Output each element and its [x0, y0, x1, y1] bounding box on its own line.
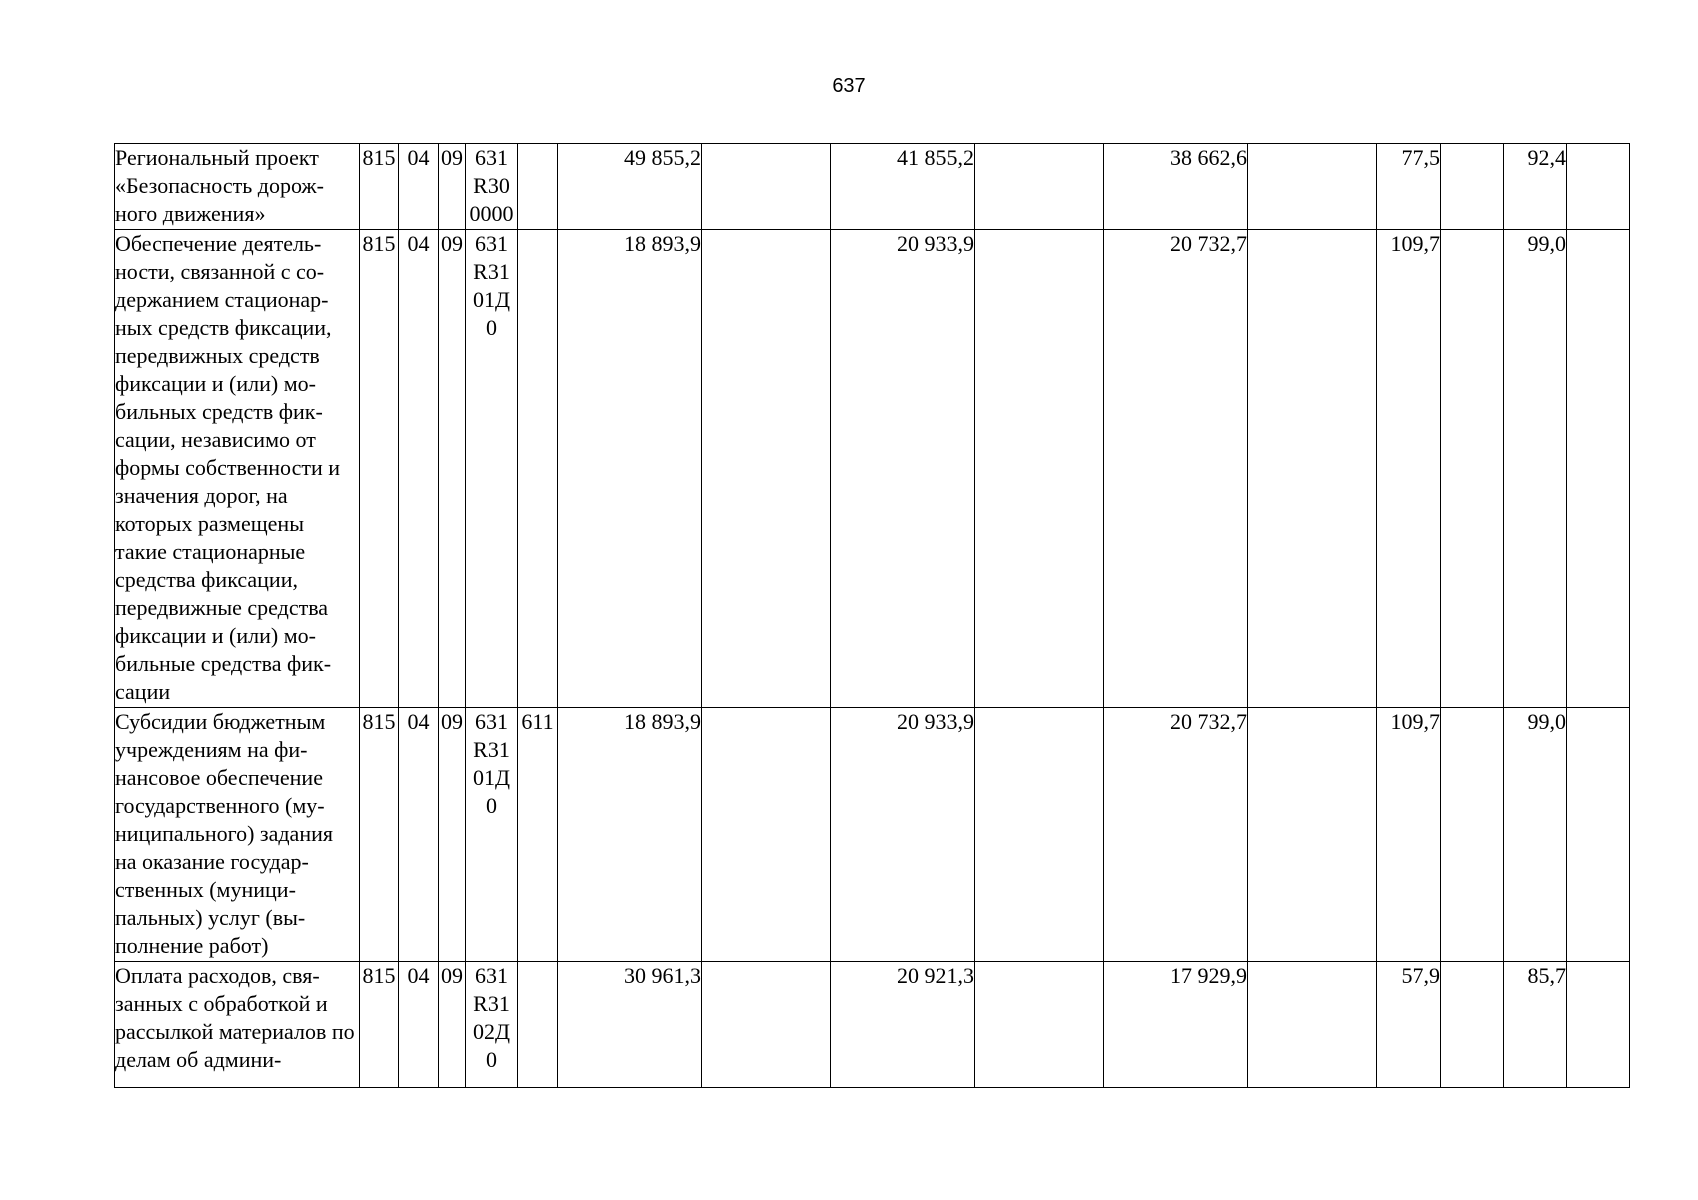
pr-code: 09 — [439, 144, 466, 230]
percent-1: 109,7 — [1377, 230, 1441, 708]
amount-3: 20 732,7 — [1104, 230, 1248, 708]
empty-cell — [702, 230, 831, 708]
row-name: Субсидии бюджетным учреждениям на фи-нансовое обеспечение государственного (му-ниципального) задания на оказание государ-ственных (муници-пальных) услуг (вы-полнение работ) — [115, 708, 360, 962]
empty-cell — [1441, 144, 1504, 230]
csr-code-part: 01Д — [472, 765, 510, 790]
rz-code: 04 — [399, 230, 439, 708]
table-row — [115, 708, 1630, 962]
vr-code — [518, 230, 558, 708]
empty-cell — [975, 708, 1104, 962]
empty-cell — [1567, 144, 1630, 230]
amount-1: 18 893,9 — [558, 708, 702, 962]
table-row — [115, 230, 1630, 708]
empty-cell — [975, 962, 1104, 1088]
csr-code-part: 631 — [475, 231, 508, 256]
percent-2: 92,4 — [1504, 144, 1567, 230]
csr-code-part: R30 — [473, 173, 510, 198]
row-name: Региональный проект «Безопасность дорож-ного движения» — [115, 144, 360, 230]
amount-2: 20 921,3 — [831, 962, 975, 1088]
amount-3: 20 732,7 — [1104, 708, 1248, 962]
amount-1: 49 855,2 — [558, 144, 702, 230]
csr-code-part: R31 — [473, 991, 510, 1016]
glava-code: 815 — [360, 708, 399, 962]
csr-code-part: 0 — [486, 793, 497, 818]
row-name: Оплата расходов, свя-занных с обработкой и рассылкой материалов по делам об админи- — [115, 962, 360, 1088]
csr-code-part: 0 — [486, 1047, 497, 1072]
csr-code-part: 631 — [475, 963, 508, 988]
pr-code: 09 — [439, 708, 466, 962]
page-number: 637 — [832, 75, 866, 97]
amount-1: 30 961,3 — [558, 962, 702, 1088]
csr-code-part: 0 — [486, 315, 497, 340]
budget-table — [114, 143, 1630, 1088]
pr-code: 09 — [439, 962, 466, 1088]
glava-code: 815 — [360, 230, 399, 708]
empty-cell — [1441, 962, 1504, 1088]
empty-cell — [975, 144, 1104, 230]
row-name: Обеспечение деятель-ности, связанной с со-держанием стационар-ных средств фиксации, передвижных средств фиксации и (или) мо-бильных средств фик-сации, независимо от формы собственности и значения дорог, на которых размещены такие стационарные средства фиксации, передвижные средства фиксации и (или) мо-бильные средства фик-сации — [115, 230, 360, 708]
vr-code — [518, 962, 558, 1088]
amount-2: 20 933,9 — [831, 230, 975, 708]
csr-code-part: R31 — [473, 737, 510, 762]
rz-code: 04 — [399, 144, 439, 230]
amount-2: 20 933,9 — [831, 708, 975, 962]
empty-cell — [1567, 230, 1630, 708]
empty-cell — [702, 962, 831, 1088]
empty-cell — [1248, 708, 1377, 962]
rz-code: 04 — [399, 962, 439, 1088]
percent-2: 99,0 — [1504, 708, 1567, 962]
pr-code: 09 — [439, 230, 466, 708]
csr-code-part: 631 — [475, 709, 508, 734]
empty-cell — [1248, 144, 1377, 230]
csr-code — [466, 962, 518, 1088]
csr-code — [466, 230, 518, 708]
percent-1: 57,9 — [1377, 962, 1441, 1088]
glava-code: 815 — [360, 962, 399, 1088]
csr-code — [466, 708, 518, 962]
vr-code: 611 — [518, 708, 558, 962]
csr-code — [466, 144, 518, 230]
empty-cell — [1248, 962, 1377, 1088]
table-row — [115, 144, 1630, 230]
vr-code — [518, 144, 558, 230]
amount-2: 41 855,2 — [831, 144, 975, 230]
amount-3: 38 662,6 — [1104, 144, 1248, 230]
percent-2: 99,0 — [1504, 230, 1567, 708]
amount-1: 18 893,9 — [558, 230, 702, 708]
amount-3: 17 929,9 — [1104, 962, 1248, 1088]
empty-cell — [975, 230, 1104, 708]
rz-code: 04 — [399, 708, 439, 962]
empty-cell — [1441, 230, 1504, 708]
table-row — [115, 962, 1630, 1088]
empty-cell — [1567, 962, 1630, 1088]
glava-code: 815 — [360, 144, 399, 230]
empty-cell — [1248, 230, 1377, 708]
percent-1: 109,7 — [1377, 708, 1441, 962]
empty-cell — [702, 708, 831, 962]
empty-cell — [1441, 708, 1504, 962]
csr-code-part: 01Д — [472, 287, 510, 312]
csr-code-part: 0000 — [469, 201, 514, 226]
csr-code-part: 02Д — [472, 1019, 510, 1044]
empty-cell — [1567, 708, 1630, 962]
csr-code-part: R31 — [473, 259, 510, 284]
percent-2: 85,7 — [1504, 962, 1567, 1088]
csr-code-part: 631 — [475, 145, 508, 170]
percent-1: 77,5 — [1377, 144, 1441, 230]
empty-cell — [702, 144, 831, 230]
